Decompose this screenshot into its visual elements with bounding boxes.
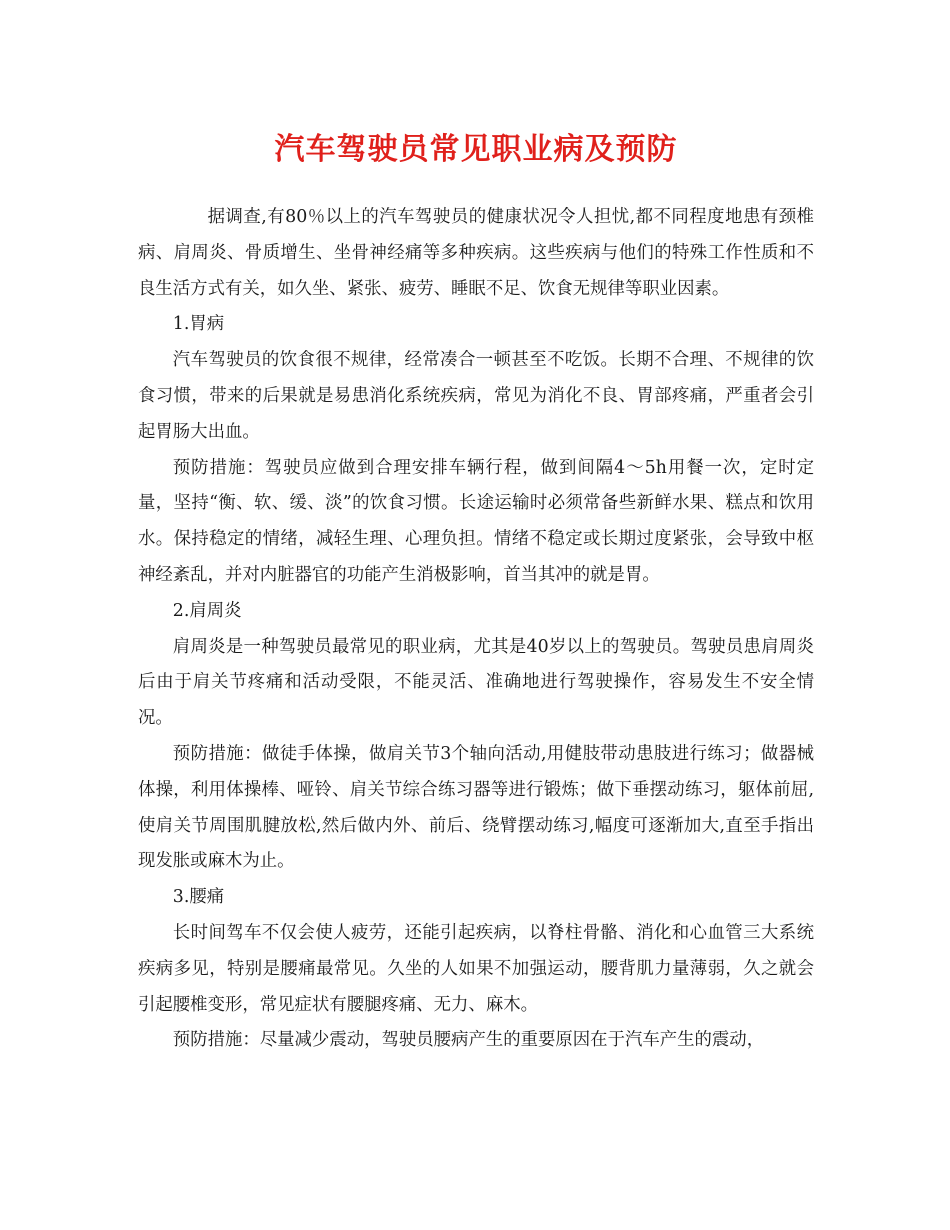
stomach-prevention: 预防措施：驾驶员应做到合理安排车辆行程，做到间隔4～5h用餐一次，定时定量，坚持“衡、软、缓、淡”的饮食习惯。长途运输时必须常备些新鲜水果、糕点和饮用水。保持稳定的情绪，减轻生理、心理负担。情绪不稳定或长期过度紧张，会导致中枢神经紊乱，并对内脏器官的功能产生消极影响，首当其冲的就是胃。	[138, 457, 814, 585]
back-prevention: 预防措施：尽量减少震动，驾驶员腰病产生的重要原因在于汽车产生的震动，	[172, 1030, 765, 1051]
back-description: 长时间驾车不仅会使人疲劳，还能引起疾病，以脊柱骨骼、消化和心血管三大系统疾病多见，特别是腰痛最常见。久坐的人如果不加强运动，腰背肌力量薄弱，久之就会引起腰椎变形，常见症状有腰腿疼痛、无力、麻木。	[138, 922, 814, 1015]
section-heading-stomach: 1.胃病	[172, 314, 225, 335]
section-heading-back: 3.腰痛	[172, 887, 225, 908]
document-page	[138, 128, 814, 1059]
document-title: 汽车驾驶员常见职业病及预防	[274, 132, 678, 167]
shoulder-description: 肩周炎是一种驾驶员最常见的职业病，尤其是40岁以上的驾驶员。驾驶员患肩周炎后由于肩关节疼痛和活动受限，不能灵活、准确地进行驾驶操作，容易发生不安全情况。	[138, 636, 814, 729]
stomach-description: 汽车驾驶员的饮食很不规律，经常凑合一顿甚至不吃饭。长期不合理、不规律的饮食习惯，带来的后果就是易患消化系统疾病，常见为消化不良、胃部疼痛，严重者会引起胃肠大出血。	[138, 350, 814, 442]
shoulder-prevention: 预防措施：做徒手体操，做肩关节3个轴向活动,用健肢带动患肢进行练习；做器械体操，利用体操棒、哑铃、肩关节综合练习器等进行锻炼；做下垂摆动练习，躯体前屈,使肩关节周围肌腱放松,然后做内外、前后、绕臂摆动练习,幅度可逐渐加大,直至手指出现发胀或麻木为止。	[138, 743, 814, 872]
section-heading-shoulder: 2.肩周炎	[172, 600, 242, 621]
intro-paragraph: 据调查,有80％以上的汽车驾驶员的健康状况令人担忧,都不同程度地患有颈椎病、肩周炎、骨质增生、坐骨神经痛等多种疾病。这些疾病与他们的特殊工作性质和不良生活方式有关，如久坐、紧张、疲劳、睡眠不足、饮食无规律等职业因素。	[138, 207, 814, 299]
